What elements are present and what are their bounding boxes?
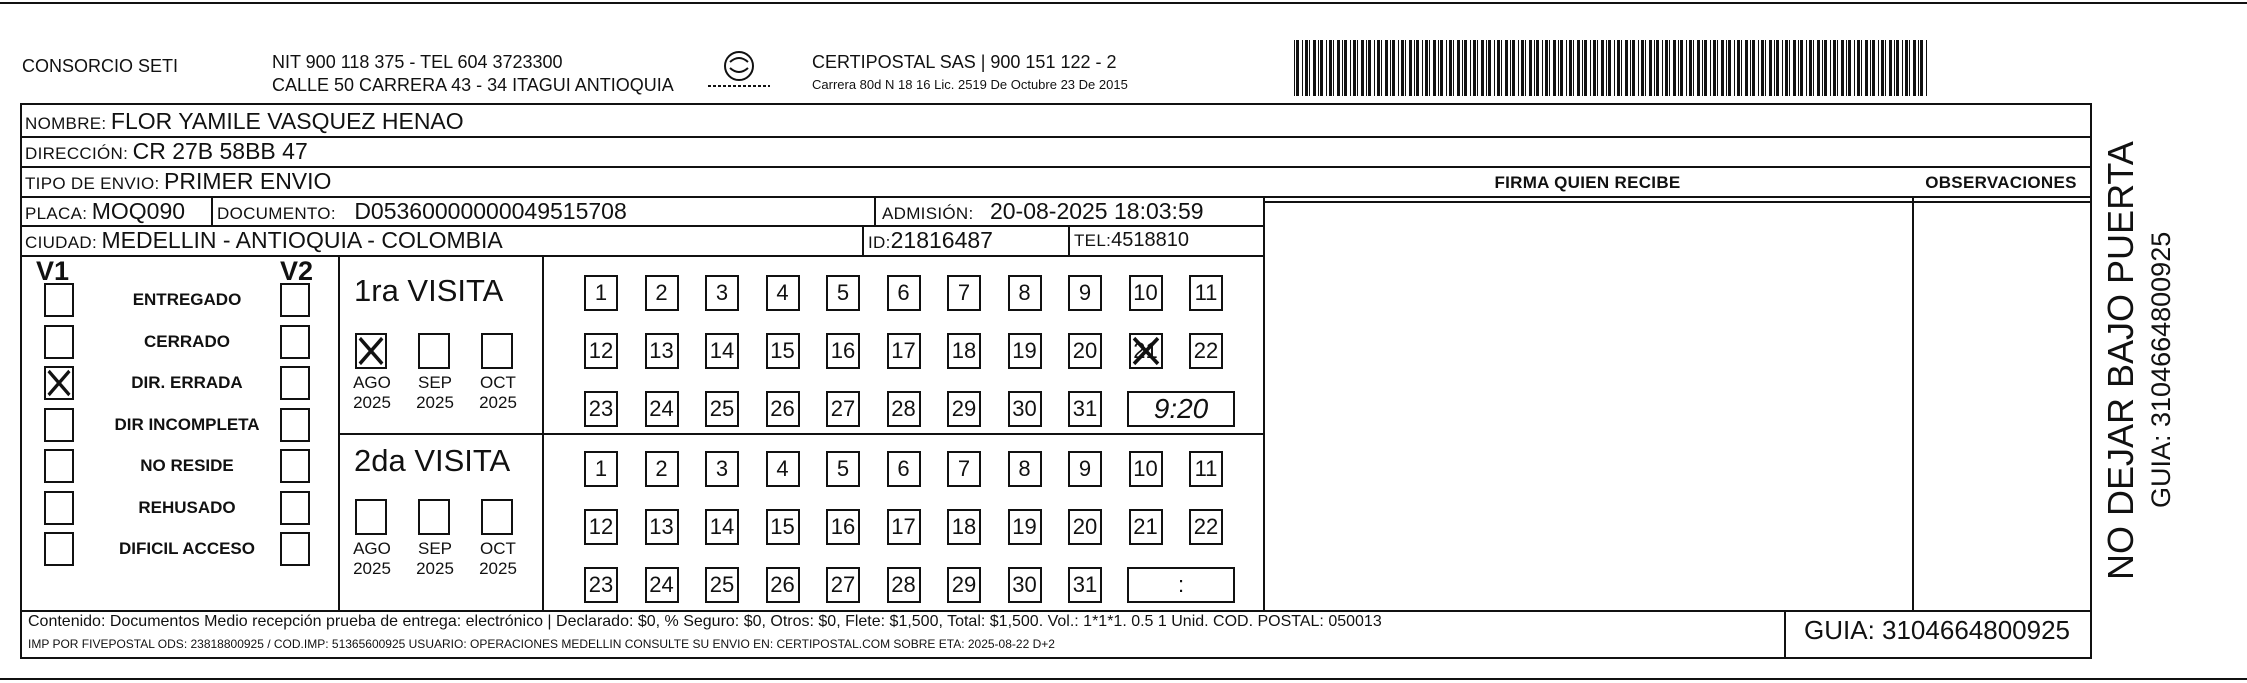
- second-visit-year-label: 2025: [479, 559, 517, 578]
- second-visit-day-box[interactable]: 27: [826, 567, 860, 603]
- certipostal-address: Carrera 80d N 18 16 Lic. 2519 De Octubre 23 De 2015: [812, 77, 1128, 92]
- status-label: DIFICIL ACCESO: [118, 539, 255, 558]
- certipostal-line: CERTIPOSTAL SAS | 900 151 122 - 2: [812, 52, 1117, 72]
- tel-field: [1074, 226, 1189, 256]
- first-visit-month-label: AGO: [353, 373, 391, 392]
- company-name: CONSORCIO SETI: [22, 56, 179, 76]
- ciudad-field: [25, 226, 503, 258]
- first-visit-day-box[interactable]: 8: [1008, 275, 1042, 311]
- observaciones-label: OBSERVACIONES: [1925, 173, 2077, 192]
- second-visit-day-box[interactable]: 22: [1189, 509, 1223, 545]
- second-visit-day-box[interactable]: 25: [705, 567, 739, 603]
- status-label: ENTREGADO: [132, 290, 242, 309]
- address-line: CALLE 50 CARRERA 43 - 34 ITAGUI ANTIOQUIA: [272, 75, 674, 95]
- status-v1-checkbox[interactable]: [44, 283, 74, 317]
- first-visit-day-box[interactable]: 21: [1129, 333, 1163, 369]
- second-visit-day-box[interactable]: 23: [584, 567, 618, 603]
- first-visit-day-box[interactable]: 16: [826, 333, 860, 369]
- first-visit-day-box[interactable]: 17: [887, 333, 921, 369]
- first-visit-day-box[interactable]: 7: [947, 275, 981, 311]
- status-label: REHUSADO: [138, 497, 236, 517]
- first-visit-day-box[interactable]: 30: [1008, 391, 1042, 427]
- second-visit-month-checkbox[interactable]: [355, 499, 387, 535]
- admision-value: 20-08-2025 18:03:59: [989, 198, 1204, 224]
- documento-field: [217, 197, 627, 229]
- direccion-label: DIRECCIÓN:: [25, 144, 129, 163]
- first-visit-day-box[interactable]: 28: [887, 391, 921, 427]
- second-visit-day-box[interactable]: 9: [1068, 451, 1102, 487]
- documento-label: DOCUMENTO:: [217, 204, 336, 223]
- placa-field: [25, 197, 185, 229]
- nit-line: NIT 900 118 375 - TEL 604 3723300: [272, 52, 563, 72]
- first-visit-month-checkbox[interactable]: [418, 333, 450, 369]
- admision-label: ADMISIÓN:: [882, 204, 974, 223]
- second-visit-day-box[interactable]: 19: [1008, 509, 1042, 545]
- no-dejar-notice: NO DEJAR BAJO PUERTA: [2100, 141, 2141, 580]
- first-visit-day-box[interactable]: 14: [705, 333, 739, 369]
- barcode: [1292, 40, 1934, 96]
- firma-label: FIRMA QUIEN RECIBE: [1494, 173, 1681, 192]
- tipo-envio-value: PRIMER ENVIO: [164, 168, 332, 194]
- tipo-envio-label: TIPO DE ENVIO:: [25, 174, 160, 193]
- second-visit-day-box[interactable]: 17: [887, 509, 921, 545]
- certipostal-logo: [706, 48, 772, 96]
- first-visit-day-box[interactable]: 25: [705, 391, 739, 427]
- second-visit-day-box[interactable]: 15: [766, 509, 800, 545]
- first-visit-day-box[interactable]: 19: [1008, 333, 1042, 369]
- second-visit-day-box[interactable]: 2: [645, 451, 679, 487]
- second-visit-day-box[interactable]: 4: [766, 451, 800, 487]
- first-visit-day-box[interactable]: 20: [1068, 333, 1102, 369]
- status-v2-checkbox[interactable]: [280, 366, 310, 400]
- status-label: CERRADO: [144, 331, 230, 351]
- status-label: DIR. ERRADA: [131, 373, 243, 392]
- page-bottom-line: [0, 678, 2247, 680]
- first-visit-day-box[interactable]: 2: [645, 275, 679, 311]
- second-visit-day-box[interactable]: 12: [584, 509, 618, 545]
- status-v1-checkbox[interactable]: [44, 491, 74, 525]
- second-visit-day-box[interactable]: 13: [645, 509, 679, 545]
- status-v1-checkbox[interactable]: [44, 449, 74, 483]
- nombre-label: NOMBRE:: [25, 114, 107, 133]
- imp-text: IMP POR FIVEPOSTAL ODS: 23818800925 / COD.IMP: 51365600925 USUARIO: OPERACIONES MEDELLIN CONSULTE SU ENVIO EN: CERTIPOSTAL.COM SOBRE ETA: 2025-08-22 D+2: [28, 637, 1055, 651]
- direccion-value: CR 27B 58BB 47: [132, 138, 308, 164]
- second-visit-day-box[interactable]: 29: [947, 567, 981, 603]
- direccion-row: [25, 137, 308, 169]
- first-visit-day-box[interactable]: 1: [584, 275, 618, 311]
- first-visit-day-box[interactable]: 4: [766, 275, 800, 311]
- ciudad-label: CIUDAD:: [25, 233, 97, 252]
- first-visit-day-box[interactable]: 23: [584, 391, 618, 427]
- first-visit-month-checkbox[interactable]: [481, 333, 513, 369]
- second-visit-month-checkbox[interactable]: [418, 499, 450, 535]
- second-visit-day-box[interactable]: 6: [887, 451, 921, 487]
- first-visit-day-box[interactable]: 9: [1068, 275, 1102, 311]
- second-visit-day-box[interactable]: 5: [826, 451, 860, 487]
- status-v2-checkbox[interactable]: [280, 532, 310, 566]
- first-visit-month-checkbox[interactable]: [355, 333, 387, 369]
- second-visit-day-box[interactable]: 28: [887, 567, 921, 603]
- first-visit-time-box[interactable]: 9:20: [1127, 391, 1235, 427]
- second-visit-label: 2da VISITA: [354, 443, 511, 478]
- status-v2-checkbox[interactable]: [280, 491, 310, 525]
- second-visit-day-box[interactable]: 30: [1008, 567, 1042, 603]
- side-guia: GUIA: 3104664800925: [2146, 231, 2176, 508]
- first-visit-day-box[interactable]: 3: [705, 275, 739, 311]
- first-visit-day-box[interactable]: 29: [947, 391, 981, 427]
- first-visit-day-box[interactable]: 31: [1068, 391, 1102, 427]
- admision-field: [882, 197, 1204, 229]
- second-visit-day-box[interactable]: 31: [1068, 567, 1102, 603]
- first-visit-year-label: 2025: [353, 393, 391, 412]
- first-visit-year-label: 2025: [416, 393, 454, 412]
- first-visit-month-label: SEP: [417, 373, 453, 392]
- second-visit-year-label: 2025: [416, 559, 454, 578]
- status-v2-checkbox[interactable]: [280, 408, 310, 442]
- second-visit-day-box[interactable]: 20: [1068, 509, 1102, 545]
- page-top-line: [0, 2, 2247, 4]
- status-v1-checkbox[interactable]: [44, 532, 74, 566]
- first-visit-day-box[interactable]: 11: [1189, 275, 1223, 311]
- status-v2-checkbox[interactable]: [280, 283, 310, 317]
- first-visit-day-box[interactable]: 6: [887, 275, 921, 311]
- first-visit-day-box[interactable]: 13: [645, 333, 679, 369]
- status-v2-checkbox[interactable]: [280, 449, 310, 483]
- first-visit-day-box[interactable]: 15: [766, 333, 800, 369]
- first-visit-day-box[interactable]: 10: [1129, 275, 1163, 311]
- second-visit-day-box[interactable]: 7: [947, 451, 981, 487]
- second-visit-day-box[interactable]: 8: [1008, 451, 1042, 487]
- first-visit-day-box[interactable]: 27: [826, 391, 860, 427]
- guia-box: GUIA: 3104664800925: [1804, 615, 2070, 645]
- second-visit-day-box[interactable]: 26: [766, 567, 800, 603]
- id-value: 21816487: [890, 227, 993, 253]
- second-visit-month-label: OCT: [480, 539, 516, 558]
- status-v1-checkbox[interactable]: [44, 325, 74, 359]
- first-visit-month-label: OCT: [480, 373, 516, 392]
- first-visit-day-box[interactable]: 12: [584, 333, 618, 369]
- status-label: DIR INCOMPLETA: [114, 414, 260, 434]
- first-visit-label: 1ra VISITA: [354, 273, 504, 308]
- documento-value: D05360000000049515708: [354, 198, 627, 224]
- second-visit-month-checkbox[interactable]: [481, 499, 513, 535]
- first-visit-day-box[interactable]: 18: [947, 333, 981, 369]
- second-visit-month-label: SEP: [417, 539, 453, 558]
- status-v2-checkbox[interactable]: [280, 325, 310, 359]
- id-label: ID:: [868, 233, 891, 252]
- ciudad-value: MEDELLIN - ANTIOQUIA - COLOMBIA: [101, 227, 503, 253]
- nombre-row: [25, 107, 464, 139]
- first-visit-day-box[interactable]: 24: [645, 391, 679, 427]
- second-visit-day-box[interactable]: 3: [705, 451, 739, 487]
- second-visit-day-box[interactable]: 16: [826, 509, 860, 545]
- shipping-form: [20, 103, 2092, 659]
- v2-label: V2: [280, 256, 314, 286]
- first-visit-day-box[interactable]: 5: [826, 275, 860, 311]
- first-visit-year-label: 2025: [479, 393, 517, 412]
- second-visit-time-box[interactable]: :: [1127, 567, 1235, 603]
- id-field: [868, 226, 993, 258]
- second-visit-day-box[interactable]: 24: [645, 567, 679, 603]
- first-visit-day-box[interactable]: 26: [766, 391, 800, 427]
- second-visit-day-box[interactable]: 11: [1189, 451, 1223, 487]
- v1-label: V1: [36, 256, 70, 286]
- placa-label: PLACA:: [25, 204, 88, 223]
- second-visit-month-label: AGO: [353, 539, 391, 558]
- contenido-text: Contenido: Documentos Medio recepción prueba de entrega: electrónico | Declarado: $0, % Seguro: $0, Otros: $0, Flete: $1,500, Total: $1,500. Vol.: 1*1*1. 0.5 1 Unid. COD. POSTAL: 050013: [28, 613, 1382, 630]
- second-visit-day-box[interactable]: 10: [1129, 451, 1163, 487]
- nombre-value: FLOR YAMILE VASQUEZ HENAO: [110, 108, 464, 134]
- second-visit-day-box[interactable]: 21: [1129, 509, 1163, 545]
- placa-value: MOQ090: [91, 198, 186, 224]
- tel-label: TEL:: [1074, 231, 1112, 250]
- second-visit-day-box[interactable]: 18: [947, 509, 981, 545]
- status-v1-checkbox[interactable]: [44, 366, 74, 400]
- status-label: NO RESIDE: [140, 456, 234, 475]
- first-visit-day-box[interactable]: 22: [1189, 333, 1223, 369]
- status-v1-checkbox[interactable]: [44, 408, 74, 442]
- second-visit-day-box[interactable]: 14: [705, 509, 739, 545]
- tipo-envio-row: [25, 167, 331, 199]
- second-visit-day-box[interactable]: 1: [584, 451, 618, 487]
- second-visit-year-label: 2025: [353, 559, 391, 578]
- tel-value: 4518810: [1111, 229, 1189, 251]
